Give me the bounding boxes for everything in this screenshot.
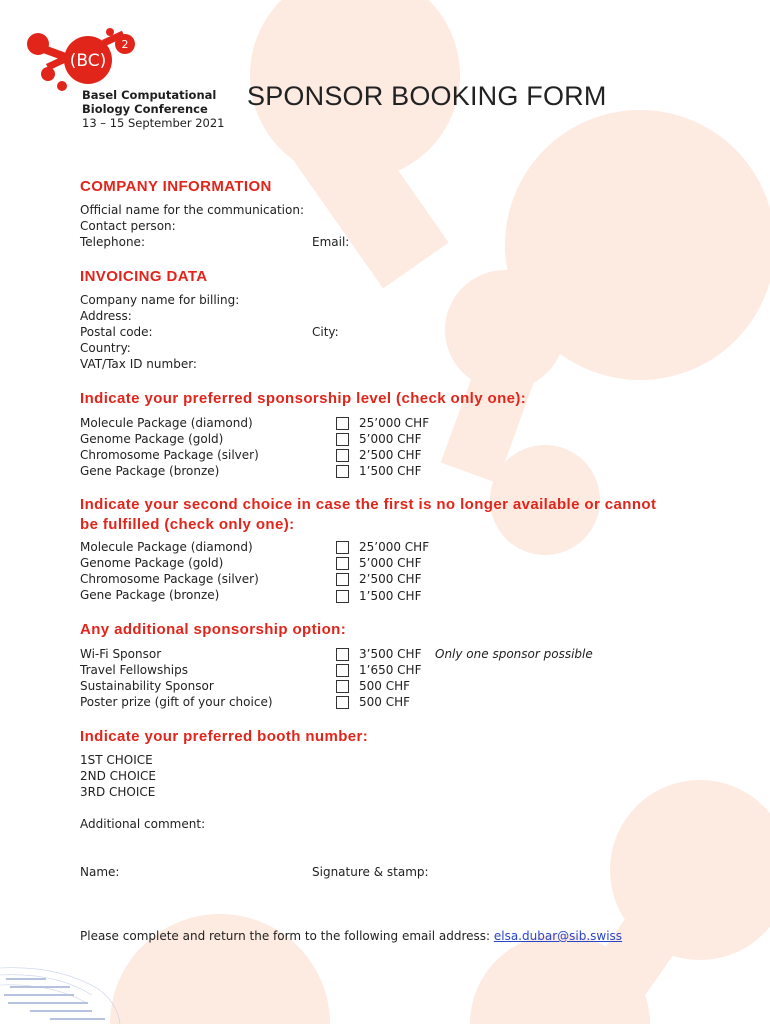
logo-line-1: Basel Computational [82, 88, 217, 102]
company-billing-label: Company name for billing: [80, 293, 240, 307]
additional-option-price: 1’650 CHF [359, 663, 422, 677]
email-label: Email: [312, 235, 350, 249]
vat-label: VAT/Tax ID number: [80, 357, 197, 371]
logo-line-3: 13 – 15 September 2021 [82, 116, 225, 130]
additional-option-price: 3’500 CHF [359, 647, 422, 661]
contact-person-label: Contact person: [80, 219, 176, 233]
address-label: Address: [80, 309, 132, 323]
booth-second-choice-label: 2ND CHOICE [80, 769, 157, 783]
second-choice-heading-line-1: Indicate your second choice in case the first is no longer available or cannot [80, 496, 657, 513]
logo-caption [82, 88, 224, 130]
second-option-price: 5’000 CHF [359, 556, 422, 570]
official-name-label: Official name for the communication: [80, 203, 304, 217]
additional-heading: Any additional sponsorship option: [80, 621, 347, 638]
second-option-label: Chromosome Package (silver) [80, 572, 259, 586]
second-option-price: 1’500 CHF [359, 589, 422, 603]
city-label: City: [312, 325, 339, 339]
booth-first-choice-label: 1ST CHOICE [80, 753, 153, 767]
preferred-option-price: 5’000 CHF [359, 432, 422, 446]
additional-option-label: Poster prize (gift of your choice) [80, 695, 273, 709]
second-bronze-checkbox[interactable] [336, 590, 349, 603]
second-option-label: Gene Package (bronze) [80, 588, 220, 602]
second-option-label: Genome Package (gold) [80, 556, 224, 570]
footer-text: Please complete and return the form to the following email address: [80, 929, 494, 943]
postal-code-label: Postal code: [80, 325, 153, 339]
additional-option-price: 500 CHF [359, 679, 411, 693]
second-option-label: Molecule Package (diamond) [80, 540, 253, 554]
only-one-sponsor-note: Only one sponsor possible [435, 647, 593, 661]
preferred-option-label: Chromosome Package (silver) [80, 448, 259, 462]
second-silver-checkbox[interactable] [336, 573, 349, 586]
preferred-option-label: Molecule Package (diamond) [80, 416, 253, 430]
preferred-option-price: 1’500 CHF [359, 464, 422, 478]
booth-heading: Indicate your preferred booth number: [80, 728, 369, 745]
poster-prize-checkbox[interactable] [336, 696, 349, 709]
preferred-option-label: Gene Package (bronze) [80, 464, 220, 478]
wifi-sponsor-checkbox[interactable] [336, 648, 349, 661]
preferred-option-price: 2’500 CHF [359, 448, 422, 462]
logo-superscript: 2 [121, 38, 129, 51]
preferred-level-heading: Indicate your preferred sponsorship level (check only one): [80, 390, 527, 407]
second-option-price: 2’500 CHF [359, 572, 422, 586]
additional-option-label: Sustainability Sponsor [80, 679, 214, 693]
second-option-price: 25’000 CHF [359, 540, 430, 554]
footer-instruction [80, 928, 622, 944]
signature-stamp-label: Signature & stamp: [312, 865, 429, 879]
preferred-bronze-checkbox[interactable] [336, 465, 349, 478]
company-heading: COMPANY INFORMATION [80, 178, 272, 195]
travel-fellowships-checkbox[interactable] [336, 664, 349, 677]
bc2-logo-icon [22, 24, 142, 96]
preferred-option-label: Genome Package (gold) [80, 432, 224, 446]
preferred-option-price: 25’000 CHF [359, 416, 430, 430]
second-diamond-checkbox[interactable] [336, 541, 349, 554]
country-label: Country: [80, 341, 131, 355]
logo-mark-text: (BC) [69, 51, 107, 71]
booth-third-choice-label: 3RD CHOICE [80, 785, 156, 799]
preferred-diamond-checkbox[interactable] [336, 417, 349, 430]
additional-option-price: 500 CHF [359, 695, 411, 709]
second-gold-checkbox[interactable] [336, 557, 349, 570]
second-choice-heading-line-2: be fulfilled (check only one): [80, 516, 295, 533]
logo-line-2: Biology Conference [82, 102, 208, 116]
additional-option-label: Travel Fellowships [80, 663, 188, 677]
name-label: Name: [80, 865, 120, 879]
telephone-label: Telephone: [80, 235, 145, 249]
contact-email-link[interactable]: elsa.dubar@sib.swiss [493, 929, 623, 943]
additional-option-label: Wi-Fi Sponsor [80, 647, 162, 661]
preferred-silver-checkbox[interactable] [336, 449, 349, 462]
preferred-gold-checkbox[interactable] [336, 433, 349, 446]
additional-comment-label: Additional comment: [80, 817, 206, 831]
invoicing-heading: INVOICING DATA [80, 268, 208, 285]
sustainability-sponsor-checkbox[interactable] [336, 680, 349, 693]
page-title: SPONSOR BOOKING FORM [247, 81, 607, 111]
